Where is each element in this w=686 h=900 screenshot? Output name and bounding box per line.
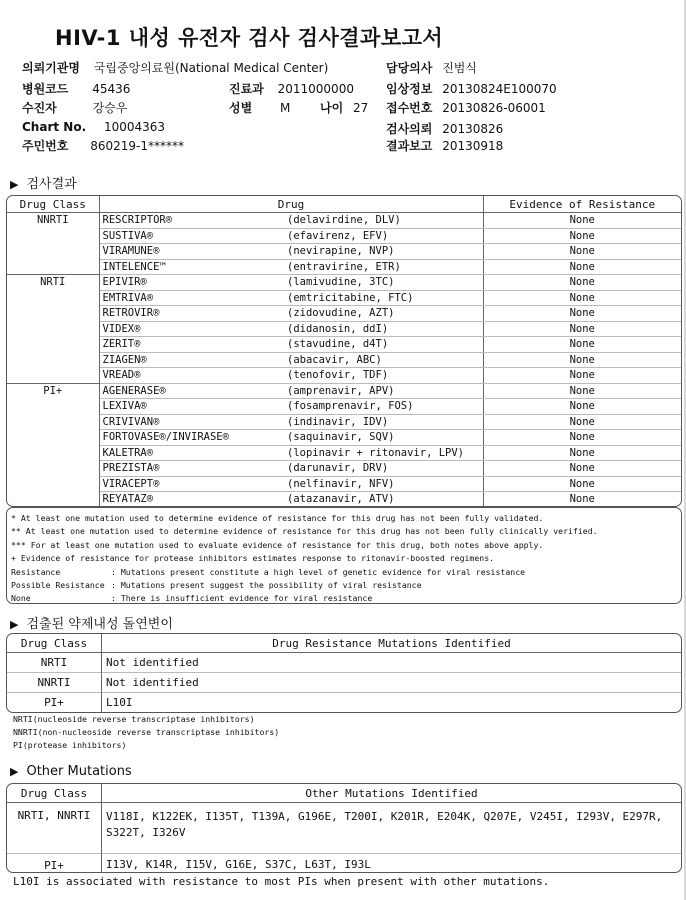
- drug-name-cell: RESCRIPTOR®: [99, 213, 287, 229]
- request-value: 20130826: [442, 122, 504, 136]
- clinical-label: 임상정보: [386, 82, 433, 96]
- definition-line: [11, 579, 681, 592]
- table-row: [7, 653, 681, 673]
- age-value: 27: [353, 101, 369, 115]
- drug-generic-cell: (abacavir, ABC): [287, 352, 483, 368]
- drug-name-cell: SUSTIVA®: [99, 228, 287, 244]
- definition-line: [11, 566, 681, 579]
- evidence-cell: None: [483, 461, 681, 477]
- evidence-cell: None: [483, 259, 681, 275]
- doctor-field: [386, 59, 477, 76]
- mut-header-value: Drug Resistance Mutations Identified: [102, 634, 682, 653]
- other-section-header: [10, 764, 132, 779]
- mutations-table: [6, 633, 682, 713]
- result-date-label: 결과보고: [386, 139, 433, 153]
- note-line: + Evidence of resistance for protease inhibitors estimates response to ritonavir-boosted regimens.: [11, 553, 495, 564]
- drug-generic-cell: (nelfinavir, NFV): [287, 476, 483, 492]
- receipt-label: 접수번호: [386, 101, 433, 115]
- doctor-value: 진범식: [442, 61, 477, 75]
- drug-name-cell: AGENERASE®: [99, 383, 287, 399]
- mutations-section-header: [10, 613, 173, 632]
- table-row: [7, 693, 681, 713]
- table-row: [7, 244, 681, 260]
- mut-value-cell: Not identified: [102, 673, 682, 693]
- notes-box: [6, 507, 682, 604]
- definition-desc: : Mutations present suggest the possibility of viral resistance: [111, 580, 422, 591]
- receipt-value: 20130826-06001: [442, 101, 546, 115]
- evidence-cell: None: [483, 321, 681, 337]
- drug-name-cell: LEXIVA®: [99, 399, 287, 415]
- drug-name-cell: ZIAGEN®: [99, 352, 287, 368]
- evidence-cell: None: [483, 445, 681, 461]
- other-header-value: Other Mutations Identified: [102, 784, 682, 803]
- evidence-cell: None: [483, 368, 681, 384]
- drug-generic-cell: (indinavir, IDV): [287, 414, 483, 430]
- results-section-title: 검사결과: [26, 177, 77, 192]
- drug-name-cell: RETROVIR®: [99, 306, 287, 322]
- drug-generic-cell: (saquinavir, SQV): [287, 430, 483, 446]
- rrn-value: 860219-1******: [90, 139, 184, 153]
- evidence-cell: None: [483, 492, 681, 508]
- resistance-table: [6, 195, 682, 507]
- drug-name-cell: FORTOVASE®/INVIRASE®: [99, 430, 287, 446]
- table-row: [7, 383, 681, 399]
- drug-class-cell: NNRTI: [7, 213, 99, 275]
- drug-generic-cell: (fosamprenavir, FOS): [287, 399, 483, 415]
- org-field: [22, 59, 328, 76]
- drug-generic-cell: (efavirenz, EFV): [287, 228, 483, 244]
- drug-name-cell: VIDEX®: [99, 321, 287, 337]
- patient-field: [22, 99, 127, 116]
- evidence-cell: None: [483, 414, 681, 430]
- table-row: [7, 461, 681, 477]
- table-row: [7, 492, 681, 508]
- definition-term: None: [11, 593, 31, 604]
- patient-label: 수진자: [22, 101, 57, 115]
- drug-class-cell: NRTI: [7, 275, 99, 384]
- table-row: [7, 213, 681, 229]
- mutations-section-title: 검출된 약제내성 돌연변이: [26, 617, 173, 632]
- clinical-field: [386, 80, 557, 97]
- footnote: L10I is associated with resistance to most PIs when present with other mutations.: [13, 875, 550, 888]
- table-row: [7, 414, 681, 430]
- evidence-cell: None: [483, 399, 681, 415]
- definition-line: [11, 592, 681, 604]
- mut-value-cell: Not identified: [102, 653, 682, 673]
- evidence-cell: None: [483, 290, 681, 306]
- hosp-code-label: 병원코드: [22, 82, 69, 96]
- evidence-cell: None: [483, 337, 681, 353]
- table-row: [7, 399, 681, 415]
- receipt-field: [386, 99, 546, 116]
- abbreviations: [13, 713, 279, 752]
- triangle-right-icon: ▶: [10, 178, 19, 191]
- note-line: * At least one mutation used to determine evidence of resistance for this drug has not been fully validated.: [11, 513, 544, 523]
- table-row: [7, 228, 681, 244]
- drug-generic-cell: (nevirapine, NVP): [287, 244, 483, 260]
- evidence-cell: None: [483, 275, 681, 291]
- drug-generic-cell: (darunavir, DRV): [287, 461, 483, 477]
- definition-term: Resistance: [11, 566, 61, 577]
- evidence-cell: None: [483, 352, 681, 368]
- definition-desc: : Mutations present constitute a high level of genetic evidence for viral resistance: [111, 566, 526, 577]
- drug-generic-cell: (entravirine, ETR): [287, 259, 483, 275]
- table-row: [7, 368, 681, 384]
- evidence-cell: None: [483, 430, 681, 446]
- sex-label: 성별: [229, 101, 253, 115]
- chart-value: 10004363: [103, 120, 166, 134]
- drug-generic-cell: (emtricitabine, FTC): [287, 290, 483, 306]
- drug-name-cell: VIRACEPT®: [99, 476, 287, 492]
- other-value-cell: V118I, K122EK, I135T, T139A, G196E, T200I, K201R, E204K, Q207E, V245I, I293V, E297R, S322T, I326V: [106, 810, 663, 839]
- table-row: [7, 854, 681, 874]
- abbreviation-line: PI(protease inhibitors): [13, 740, 127, 750]
- table-row: [7, 445, 681, 461]
- note-line: ** At least one mutation used to determine evidence of resistance for this drug has not been fully clinically verified.: [11, 526, 598, 537]
- result-date-field: [386, 137, 503, 154]
- other-class-cell: NRTI, NNRTI: [7, 803, 102, 854]
- resistance-table-body: [7, 213, 681, 508]
- triangle-right-icon: ▶: [10, 618, 19, 631]
- table-row: [7, 337, 681, 353]
- rrn-field: [22, 137, 184, 154]
- org-label: 의뢰기관명: [22, 61, 80, 75]
- clinical-value: 20130824E100070: [442, 82, 557, 96]
- header-evidence: Evidence of Resistance: [483, 196, 681, 213]
- evidence-cell: None: [483, 383, 681, 399]
- other-header-class: Drug Class: [7, 784, 102, 803]
- drug-generic-cell: (lopinavir + ritonavir, LPV): [287, 445, 483, 461]
- drug-name-cell: PREZISTA®: [99, 461, 287, 477]
- evidence-cell: None: [483, 244, 681, 260]
- patient-value: 강승우: [92, 101, 128, 115]
- results-section-header: [10, 173, 77, 192]
- drug-name-cell: INTELENCE™: [99, 259, 287, 275]
- drug-generic-cell: (amprenavir, APV): [287, 383, 483, 399]
- request-label: 검사의뢰: [386, 122, 433, 136]
- org-value: 국립중앙의료원(National Medical Center): [93, 61, 329, 75]
- request-field: [386, 120, 503, 137]
- dept-label: 진료과: [229, 82, 264, 96]
- dept-field: [229, 80, 354, 97]
- sex-value: M: [280, 101, 291, 115]
- rrn-label: 주민번호: [22, 139, 69, 153]
- table-row: [7, 803, 681, 854]
- definition-term: Possible Resistance: [11, 580, 105, 591]
- age-label: 나이: [320, 101, 344, 115]
- header-drug-class: Drug Class: [7, 196, 99, 213]
- chart-field: [22, 120, 165, 134]
- drug-name-cell: ZERIT®: [99, 337, 287, 353]
- table-row: [7, 476, 681, 492]
- other-mutations-table: [6, 783, 682, 873]
- sex-field: [229, 99, 290, 116]
- drug-name-cell: CRIVIVAN®: [99, 414, 287, 430]
- drug-class-cell: PI+: [7, 383, 99, 507]
- hosp-code-field: [22, 80, 130, 97]
- abbreviation-line: NNRTI(non-nucleoside reverse transcriptase inhibitors): [13, 727, 280, 737]
- other-section-title: Other Mutations: [26, 764, 132, 779]
- header-drug: Drug: [99, 196, 483, 213]
- chart-label: Chart No.: [22, 120, 87, 134]
- drug-generic-cell: (didanosin, ddI): [287, 321, 483, 337]
- table-row: [7, 306, 681, 322]
- mut-class-cell: NNRTI: [7, 673, 102, 693]
- table-row: [7, 259, 681, 275]
- drug-generic-cell: (delavirdine, DLV): [287, 213, 483, 229]
- note-line: *** For at least one mutation used to evaluate evidence of resistance for this drug, both notes above apply.: [11, 539, 544, 550]
- drug-name-cell: VIRAMUNE®: [99, 244, 287, 260]
- table-row: [7, 275, 681, 291]
- drug-name-cell: EPIVIR®: [99, 275, 287, 291]
- drug-name-cell: KALETRA®: [99, 445, 287, 461]
- drug-generic-cell: (stavudine, d4T): [287, 337, 483, 353]
- abbreviation-line: NRTI(nucleoside reverse transcriptase inhibitors): [13, 714, 255, 724]
- drug-name-cell: EMTRIVA®: [99, 290, 287, 306]
- hosp-code-value: 45436: [92, 82, 131, 96]
- drug-generic-cell: (atazanavir, ATV): [287, 492, 483, 508]
- drug-name-cell: VREAD®: [99, 368, 287, 384]
- table-row: [7, 352, 681, 368]
- drug-generic-cell: (lamivudine, 3TC): [287, 275, 483, 291]
- drug-generic-cell: (tenofovir, TDF): [287, 368, 483, 384]
- drug-generic-cell: (zidovudine, AZT): [287, 306, 483, 322]
- other-class-cell: PI+: [7, 854, 102, 874]
- mut-class-cell: PI+: [7, 693, 102, 713]
- evidence-cell: None: [483, 228, 681, 244]
- dept-value: 2011000000: [277, 82, 354, 96]
- evidence-cell: None: [483, 476, 681, 492]
- mut-value-cell: L10I: [102, 693, 682, 713]
- mut-class-cell: NRTI: [7, 653, 102, 673]
- mut-header-class: Drug Class: [7, 634, 102, 653]
- drug-name-cell: REYATAZ®: [99, 492, 287, 508]
- evidence-cell: None: [483, 213, 681, 229]
- age-field: [320, 99, 368, 116]
- result-date-value: 20130918: [442, 139, 504, 153]
- table-row: [7, 290, 681, 306]
- definition-desc: : There is insufficient evidence for viral resistance: [111, 593, 373, 604]
- triangle-right-icon: ▶: [10, 765, 19, 778]
- evidence-cell: None: [483, 306, 681, 322]
- table-row: [7, 673, 681, 693]
- table-row: [7, 321, 681, 337]
- report-title: HIV-1 내성 유전자 검사 검사결과보고서: [55, 26, 444, 50]
- table-row: [7, 430, 681, 446]
- doctor-label: 담당의사: [386, 61, 433, 75]
- other-value-cell: I13V, K14R, I15V, G16E, S37C, L63T, I93L: [102, 854, 682, 874]
